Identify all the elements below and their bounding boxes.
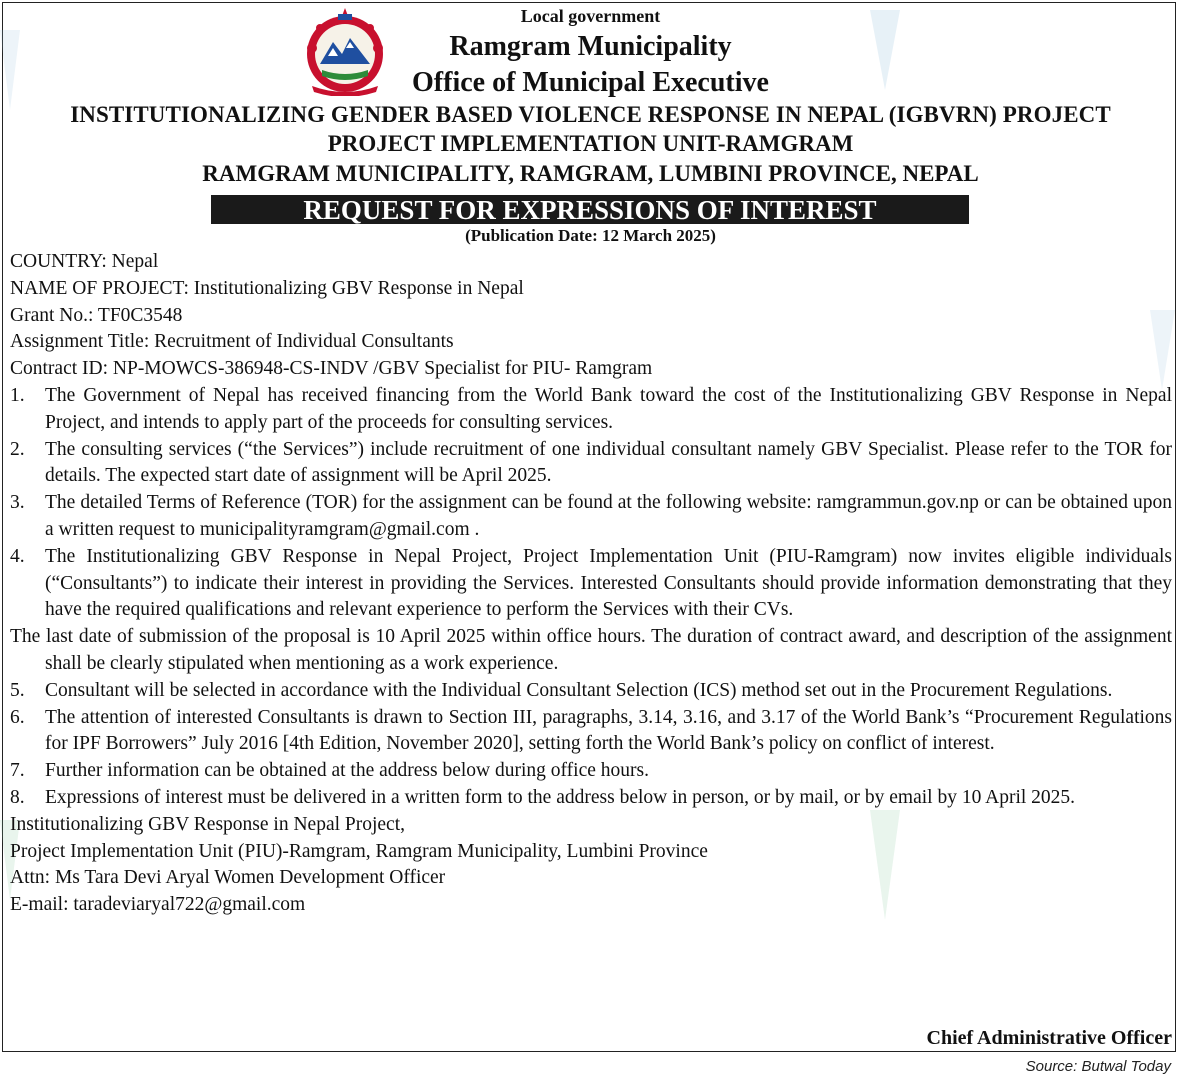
address-title: RAMGRAM MUNICIPALITY, RAMGRAM, LUMBINI PROVINCE, NEPAL [202,161,979,186]
item-text: Expressions of interest must be delivered in a written form to the address below in person, or by mail, or by email by 10 April 2025. [45,786,1076,808]
contract-line: Contract ID: NP-MOWCS-386948-CS-INDV /GBV Specialist for PIU- Ramgram [10,358,653,380]
item-text: The Government of Nepal has received financing from the World Bank toward the cost of the Institutionalizing GBV Response in Nepal Project, and intends to apply part of the proceeds for consulting services. [45,384,1172,433]
deadline-paragraph: The last date of submission of the proposal is 10 April 2025 within office hours. The duration of contract award, and description of the assignment shall be clearly stipulated when mentioning as a work experience. [10,626,1172,674]
list-item [10,758,1172,785]
list-item [10,544,1172,624]
item-number: 8. [10,786,25,808]
list-item [10,383,1172,437]
item-text: The Institutionalizing GBV Response in Nepal Project, Project Implementation Unit (PIU-Ramgram) now invites eligible individuals (“Consultants”) to indicate their interest in providing the Services. Interested Consultants should provide information demonstrating that they have the required qualifications and relevant experience to perform the Services with their CVs. [45,545,1172,621]
office-title: Office of Municipal Executive [412,67,769,98]
item-number: 6. [10,706,25,728]
publication-date: (Publication Date: 12 March 2025) [465,226,716,245]
notice-body [10,249,1172,919]
contact-email: E-mail: taradeviaryal722@gmail.com [10,894,306,916]
contact-line-2: Project Implementation Unit (PIU)-Ramgram, Ramgram Municipality, Lumbini Province [10,840,708,862]
item-number: 2. [10,438,25,460]
list-item [10,785,1172,812]
item-text: The attention of interested Consultants is drawn to Section III, paragraphs, 3.14, 3.16, and 3.17 of the World Bank’s “Procurement Regulations for IPF Borrowers” July 2016 [4th Edition, November 2020], setting forth the World Bank’s policy on conflict of interest. [45,706,1172,755]
unit-title: PROJECT IMPLEMENTATION UNIT-RAMGRAM [327,131,854,156]
list-item [10,437,1172,491]
item-text: Consultant will be selected in accordance with the Individual Consultant Selection (ICS) method set out in the Procurement Regulations. [45,679,1113,701]
item-text: Further information can be obtained at the address below during office hours. [45,760,649,782]
item-text: The consulting services (“the Services”) include recruitment of one individual consultant namely GBV Specialist. Please refer to the TOR for details. The expected start date of assignment will be April 2025. [45,438,1172,487]
source-credit: Source: Butwal Today [1025,1058,1171,1075]
item-number: 4. [10,545,25,567]
contact-line-1: Institutionalizing GBV Response in Nepal Project, [10,813,406,835]
list-item [10,490,1172,544]
item-number: 1. [10,384,25,406]
item-number: 5. [10,679,25,701]
grant-line: Grant No.: TF0C3548 [10,304,183,326]
country-line: COUNTRY: Nepal [10,251,159,272]
list-item [10,678,1172,705]
project-name-line: NAME OF PROJECT: Institutionalizing GBV Response in Nepal [10,277,524,299]
assignment-line: Assignment Title: Recruitment of Individual Consultants [10,331,454,353]
item-number: 7. [10,760,25,782]
local-government-label: Local government [520,6,661,26]
project-title: INSTITUTIONALIZING GENDER BASED VIOLENCE RESPONSE IN NEPAL (IGBVRN) PROJECT [70,102,1111,127]
municipality-title: Ramgram Municipality [449,31,732,62]
item-number: 3. [10,492,25,514]
item-text: The detailed Terms of Reference (TOR) for the assignment can be found at the following website: ramgrammun.gov.np or can be obtained upon a written request to municipalityramgram@gmail.com . [45,492,1172,540]
list-item [10,705,1172,759]
eoi-banner: REQUEST FOR EXPRESSIONS OF INTEREST [211,195,969,224]
signature-title: Chief Administrative Officer [926,1027,1172,1049]
contact-attn: Attn: Ms Tara Devi Aryal Women Development Officer [10,867,446,889]
